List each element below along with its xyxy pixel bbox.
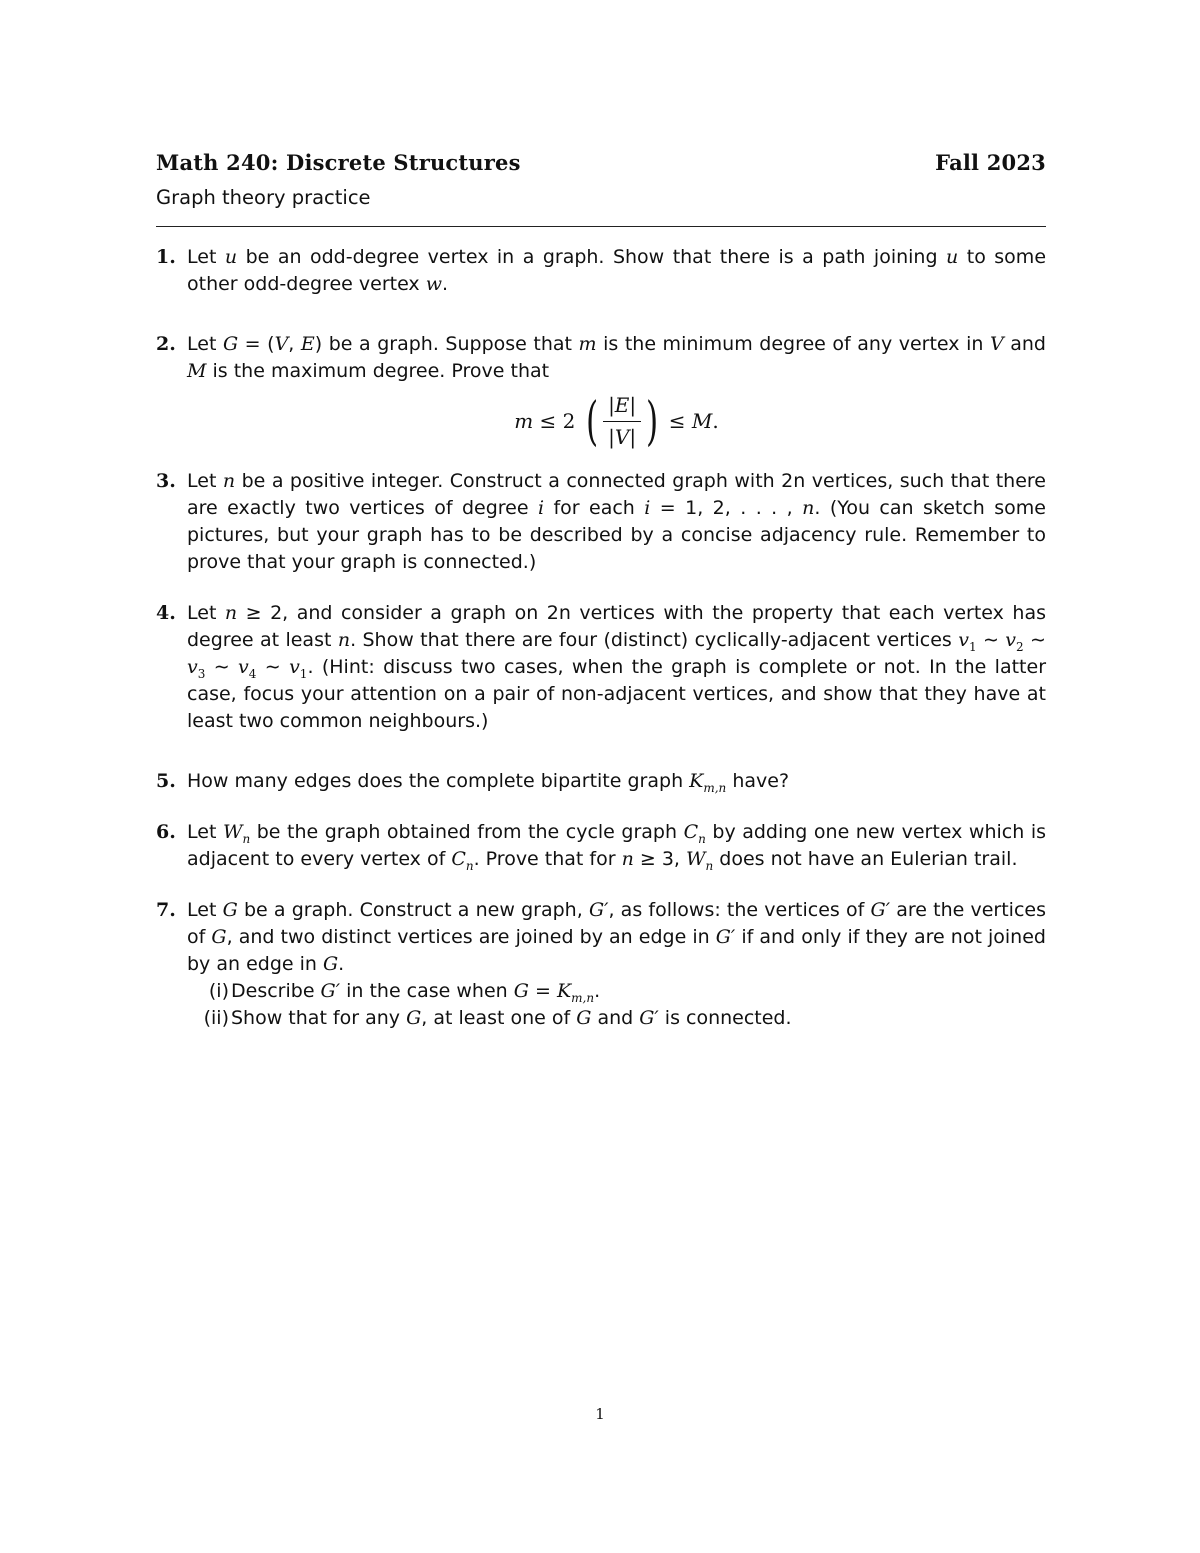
subpart-i bbox=[187, 978, 1046, 1005]
fraction bbox=[603, 392, 641, 451]
problem-text: Let G be a graph. Construct a new graph, G′, as follows: the vertices of G′ are the vertices of G, and two distinct vertices are joined by an edge in G′ if and only if they are not joined by an edge in G. bbox=[187, 899, 1046, 975]
problem-1 bbox=[156, 244, 1046, 298]
problem-sheet bbox=[156, 150, 1046, 1032]
term: Fall 2023 bbox=[935, 150, 1046, 175]
problem-3 bbox=[156, 468, 1046, 576]
course-title: Math 240: Discrete Structures bbox=[156, 150, 521, 175]
subpart-label: (i) bbox=[208, 980, 229, 1002]
problem-number: 6. bbox=[156, 821, 176, 843]
subpart-label: (ii) bbox=[203, 1007, 229, 1029]
problem-4 bbox=[156, 600, 1046, 735]
sheet-subtitle: Graph theory practice bbox=[156, 186, 371, 209]
page-number: 1 bbox=[595, 1405, 605, 1423]
header bbox=[156, 150, 1046, 175]
problem-list bbox=[156, 244, 1046, 1032]
problem-text: How many edges does the complete bipartite graph $K_{m,n}$ have? bbox=[187, 770, 790, 795]
problem-number: 4. bbox=[156, 602, 176, 624]
subpart-ii bbox=[187, 1005, 1046, 1032]
problem-text: Let G = (V, E) be a graph. Suppose that m is the minimum degree of any vertex in V and M is the maximum degree. Prove that bbox=[187, 333, 1046, 382]
right-paren: ) bbox=[646, 391, 659, 452]
problem-number: 7. bbox=[156, 899, 176, 921]
fraction-denominator: |V| bbox=[608, 425, 637, 449]
problem-number: 2. bbox=[156, 333, 176, 355]
subpart-text: Describe G′ in the case when $G = K_{m,n}$. bbox=[231, 980, 601, 1005]
problem-text: Let u be an odd-degree vertex in a graph. Show that there is a path joining u to some other odd-degree vertex w. bbox=[187, 246, 1047, 295]
problem-text: Let n be a positive integer. Construct a connected graph with 2n vertices, such that there are exactly two vertices of degree i for each i = 1, 2, . . . , n. (You can sketch some pictures, but your graph has to be described by a concise adjacency rule. Remember to prove that your graph is connected.) bbox=[187, 470, 1046, 573]
left-paren: ( bbox=[585, 391, 599, 452]
problem-5 bbox=[156, 768, 1046, 795]
problem-text: Let $W_n$ be the graph obtained from the cycle graph $C_n$ by adding one new vertex which is adjacent to every vertex of $C_n$. Prove that for n ≥ 3, $W_n$ does not have an Eulerian trail. bbox=[187, 821, 1046, 873]
problem-6 bbox=[156, 819, 1046, 873]
header-rule bbox=[156, 226, 1046, 227]
fraction-numerator: |E| bbox=[603, 392, 641, 422]
problem-number: 5. bbox=[156, 770, 176, 792]
problem-7 bbox=[156, 897, 1046, 1032]
formula-lhs: m ≤ 2 bbox=[514, 409, 582, 433]
problem-number: 3. bbox=[156, 470, 176, 492]
formula-rhs: ≤ M. bbox=[662, 409, 719, 433]
problem-text: Let n ≥ 2, and consider a graph on 2n vertices with the property that each vertex has degree at least n. Show that there are four (distinct) cyclically-adjacent vertices $v_1$ ∼ $v_2$ ∼ $v_3$ ∼ $v_4$ ∼ $v_1$. (Hint: discuss two cases, when the graph is complete or not. In the latter case, focus your attention on a pair of non-adjacent vertices, and show that they have at least two common neighbours.) bbox=[187, 602, 1047, 732]
problem-number: 1. bbox=[156, 246, 176, 268]
subpart-text: Show that for any G, at least one of G and G′ is connected. bbox=[231, 1007, 792, 1029]
problem-2 bbox=[156, 331, 1046, 455]
inequality-formula bbox=[187, 392, 1046, 451]
